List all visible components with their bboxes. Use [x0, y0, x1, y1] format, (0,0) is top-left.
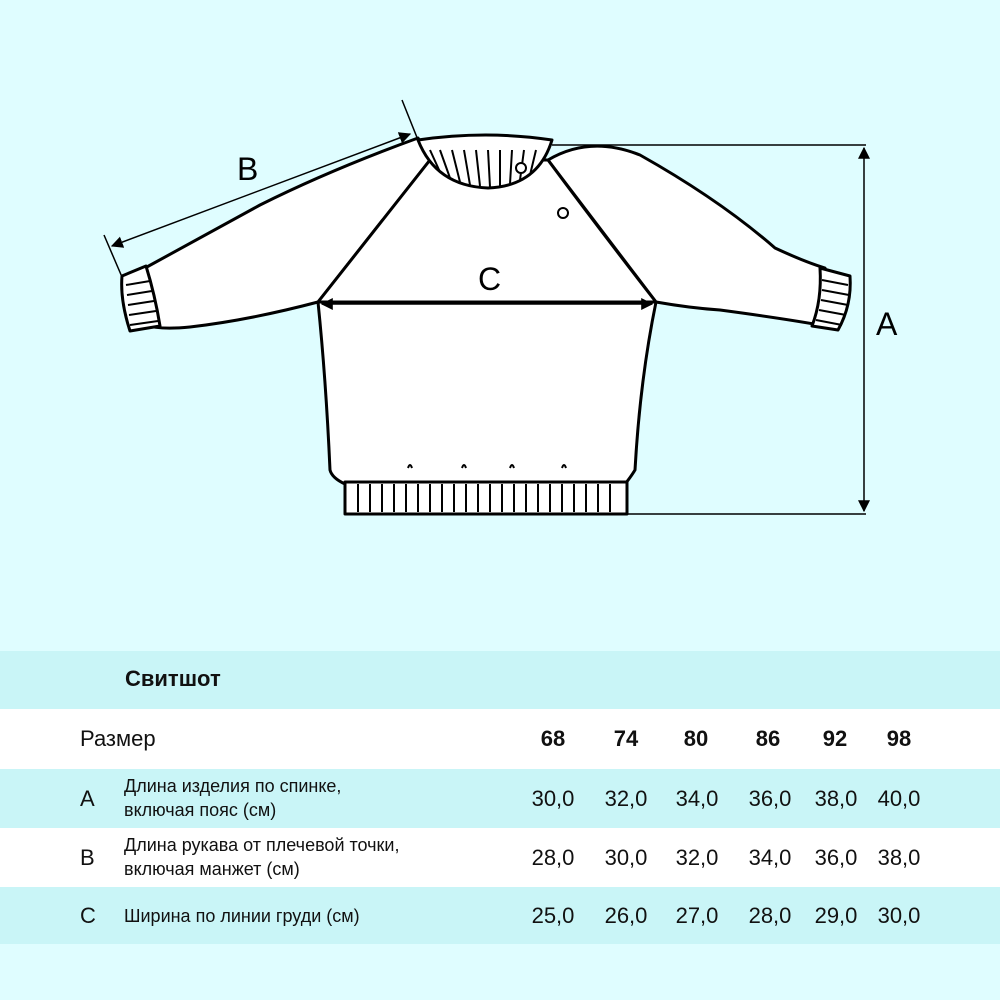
table-cell: 28,0	[748, 903, 792, 928]
size-header: 68	[540, 726, 566, 751]
garment-body	[318, 302, 656, 484]
table-cell: 36,0	[814, 845, 858, 870]
table-cell: 30,0	[877, 903, 921, 928]
dimension-c-label: C	[478, 261, 502, 297]
table-cell: 34,0	[748, 845, 792, 870]
size-header: 92	[822, 726, 848, 751]
garment-waistband	[345, 482, 627, 514]
row-code: B	[80, 845, 95, 870]
row-description: Длина изделия по спинке, включая пояс (см)	[124, 776, 342, 820]
table-cell: 38,0	[814, 786, 858, 811]
table-cell: 30,0	[604, 845, 648, 870]
table-cell: 28,0	[531, 845, 575, 870]
button-icon	[516, 163, 526, 173]
table-cell: 34,0	[675, 786, 719, 811]
table-cell: 29,0	[814, 903, 858, 928]
table-title: Свитшот	[125, 666, 221, 691]
size-header: 80	[683, 726, 709, 751]
table-cell: 27,0	[675, 903, 719, 928]
dimension-b-label: B	[237, 151, 259, 187]
size-header: 86	[755, 726, 781, 751]
size-header: 98	[886, 726, 912, 751]
button-icon	[558, 208, 568, 218]
row-description: Длина рукава от плечевой точки, включая манжет (см)	[124, 835, 400, 879]
row-description: Ширина по линии груди (см)	[124, 906, 360, 926]
table-cell: 38,0	[877, 845, 921, 870]
table-cell: 25,0	[531, 903, 575, 928]
table-cell: 40,0	[877, 786, 921, 811]
size-header: 74	[613, 726, 639, 751]
table-cell: 32,0	[604, 786, 648, 811]
table-cell: 32,0	[675, 845, 719, 870]
table-cell: 30,0	[531, 786, 575, 811]
table-cell: 26,0	[604, 903, 648, 928]
row-code: A	[80, 786, 95, 811]
dimension-a-label: A	[876, 306, 898, 342]
table-cell: 36,0	[748, 786, 792, 811]
size-label: Размер	[80, 726, 156, 751]
row-code: C	[80, 903, 96, 928]
